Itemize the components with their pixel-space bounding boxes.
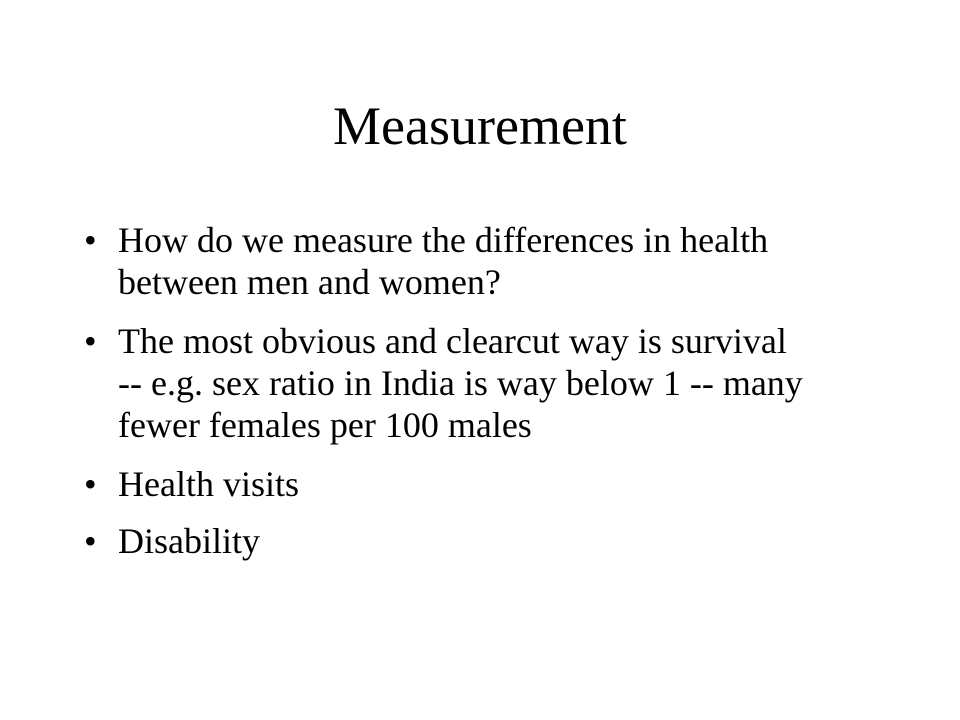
bullet-text: How do we measure the differences in health between men and women? — [118, 220, 769, 302]
bullet-text: The most obvious and clearcut way is survival -- e.g. sex ratio in India is way below 1 -- many fewer females per 100 males — [118, 321, 803, 445]
bullet-list — [84, 219, 804, 577]
bullet-icon: • — [84, 464, 97, 504]
slide-title: Measurement — [333, 96, 627, 156]
bullet-icon: • — [84, 321, 97, 361]
bullet-text: Health visits — [118, 464, 299, 504]
bullet-item — [84, 320, 804, 446]
bullet-item — [84, 463, 804, 505]
bullet-icon: • — [84, 220, 97, 260]
bullet-icon: • — [84, 521, 97, 561]
bullet-text: Disability — [118, 521, 260, 561]
bullet-item — [84, 520, 804, 562]
bullet-item — [84, 219, 804, 303]
